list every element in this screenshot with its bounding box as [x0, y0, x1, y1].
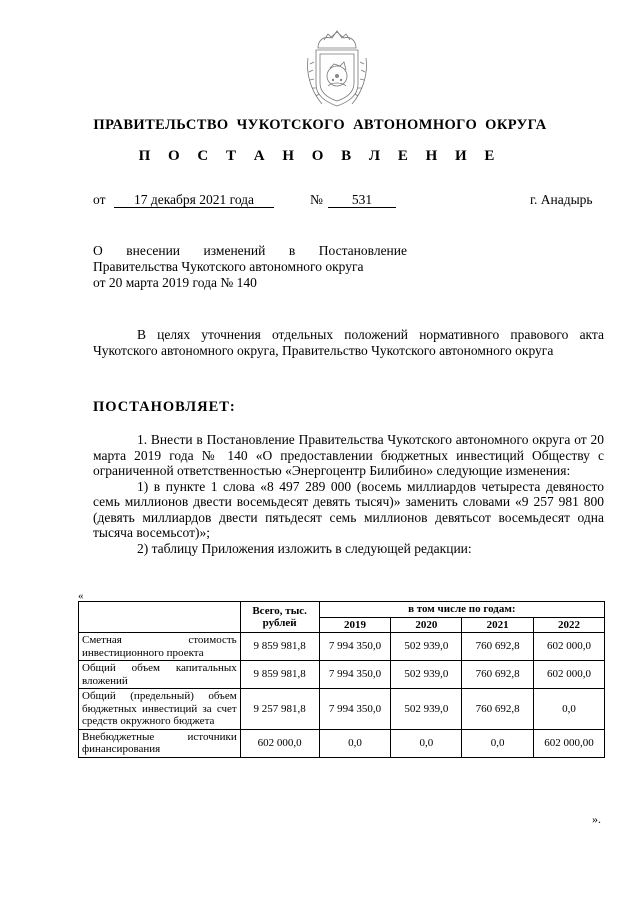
from-label: от [93, 192, 106, 207]
financing-table [78, 601, 605, 758]
quote-close: ». [592, 812, 601, 826]
header-total: Всего, тыс. рублей [240, 602, 319, 633]
coat-of-arms-emblem [304, 28, 370, 112]
paragraph-3: 2) таблицу Приложения изложить в следующей редакции: [137, 540, 472, 556]
year-header: 2021 [462, 617, 534, 633]
year-header: 2019 [319, 617, 391, 633]
document-date: 17 декабря 2021 года [114, 192, 274, 208]
intro-paragraph: В целях уточнения отдельных положений нормативного правового акта Чукотского автономного округа, Правительство Чукотского автономного округа [93, 327, 604, 358]
number-label: № [310, 192, 323, 207]
subject-line: О внесении изменений в Постановление Правительства Чукотского автономного округа [93, 243, 407, 274]
header-years: в том числе по годам: [319, 602, 604, 618]
subject-line: от 20 марта 2019 года № 140 [93, 275, 257, 290]
table-row: Общий объем капитальных вложений 9 859 981,8 7 994 350,0 502 939,0 760 692,8 602 000,0 [79, 661, 605, 689]
table-row: Внебюджетные источники финансирования 602 000,0 0,0 0,0 0,0 602 000,00 [79, 729, 605, 757]
table-header-row [79, 602, 605, 618]
main-text [93, 432, 604, 556]
table-row: Сметная стоимость инвестиционного проекта 9 859 981,8 7 994 350,0 502 939,0 760 692,8 602 000,0 [79, 633, 605, 661]
issuing-authority: ПРАВИТЕЛЬСТВО ЧУКОТСКОГО АВТОНОМНОГО ОКРУГА [93, 117, 547, 133]
document-type-title: П О С Т А Н О В Л Е Н И Е [138, 148, 502, 164]
year-header: 2022 [534, 617, 605, 633]
year-header: 2020 [391, 617, 462, 633]
document-subject [93, 243, 407, 291]
table-row: Общий (предельный) объем бюджетных инвестиций за счет средств окружного бюджета 9 257 981,8 7 994 350,0 502 939,0 760 692,8 0,0 [79, 689, 605, 730]
city: г. Анадырь [530, 192, 593, 207]
paragraph-2: 1) в пункте 1 слова «8 497 289 000 (восемь миллиардов четыреста девяносто семь миллионов двести восемьдесят девять тысяч)» заменить словами «9 257 981 800 (девять миллиардов двести пятьдесят семь миллионов девятьсот восемьдесят одна тысяча восемьсот)»; [93, 478, 604, 540]
quote-open: « [78, 590, 84, 602]
document-number: 531 [328, 192, 396, 208]
resolves-heading: ПОСТАНОВЛЯЕТ: [93, 399, 236, 415]
paragraph-1: 1. Внести в Постановление Правительства Чукотского автономного округа от 20 марта 2019 года № 140 «О предоставлении бюджетных инвестиций Обществу с ограниченной ответственностью «Энергоцентр Билибино» следующие изменения: [93, 432, 604, 478]
